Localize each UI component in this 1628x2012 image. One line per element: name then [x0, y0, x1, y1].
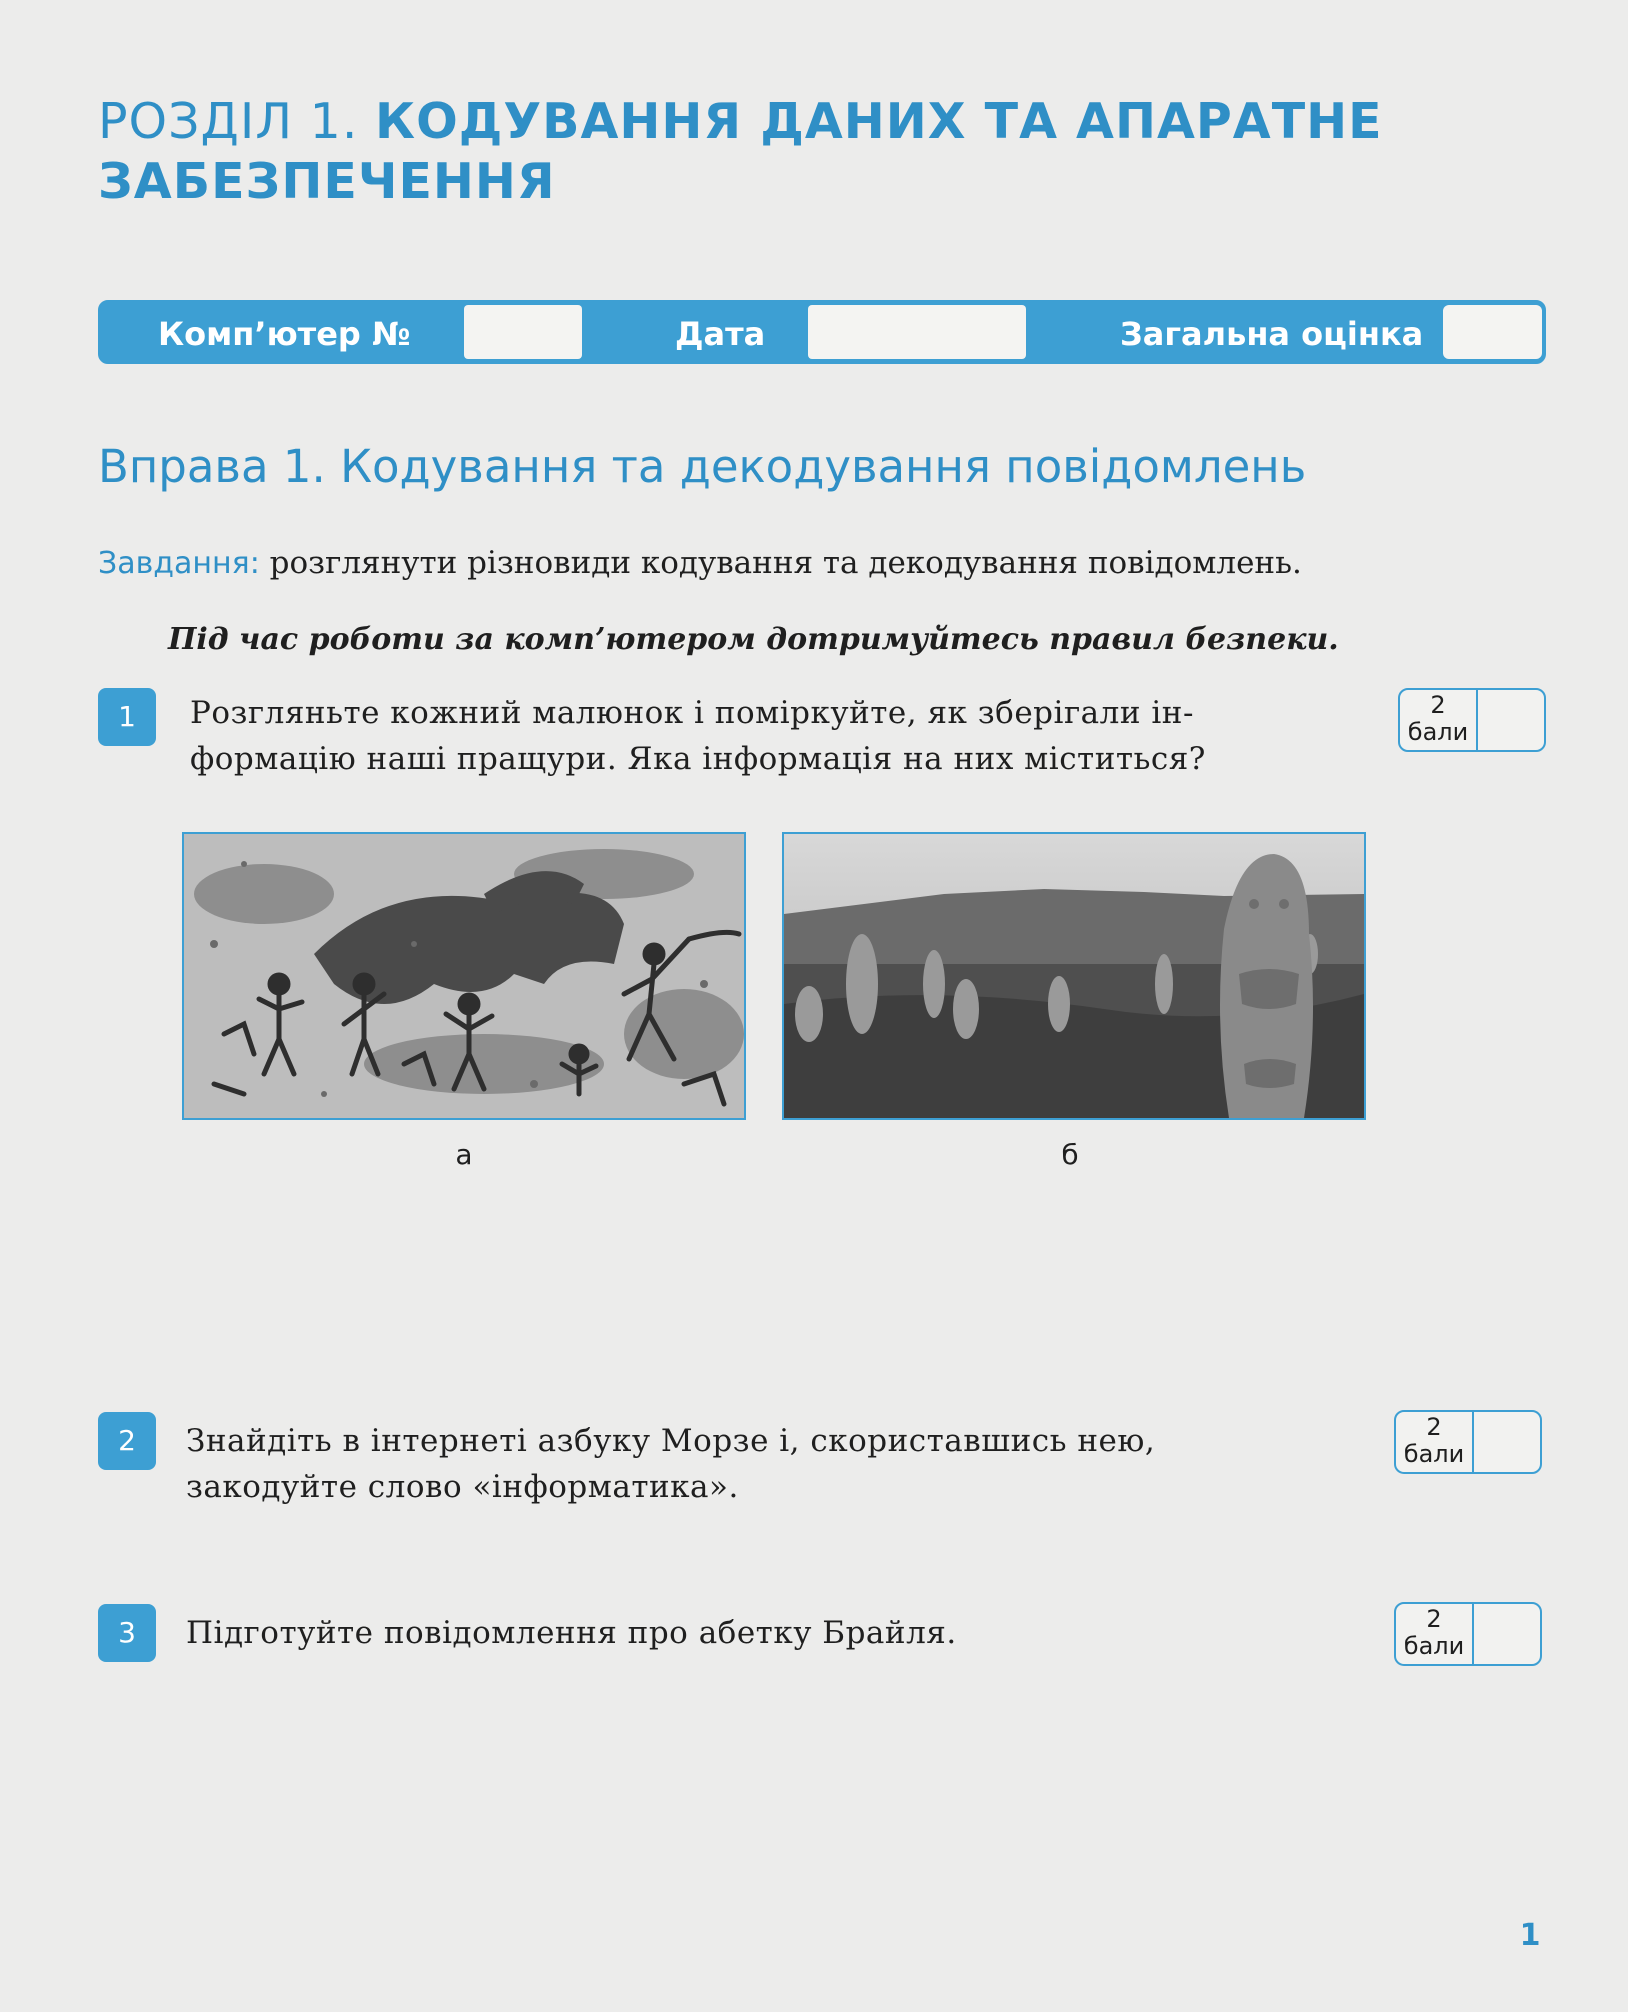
rock-painting-image	[184, 834, 744, 1118]
points-box-1	[1398, 688, 1546, 752]
chapter-title-line1: КОДУВАННЯ ДАНИХ ТА АПАРАТНЕ	[375, 93, 1383, 150]
points-divider	[1476, 690, 1478, 750]
safety-note: Під час роботи за комп’ютером дотримуйтесь правил безпеки.	[168, 622, 1339, 657]
question-text-2	[186, 1418, 1386, 1510]
figure-caption-a: а	[455, 1138, 473, 1171]
task-line	[98, 540, 1558, 587]
page-number: 1	[1519, 1918, 1541, 1953]
task-text: розглянути різновиди кодування та декодування повідомлень.	[269, 545, 1302, 581]
question-number-1: 1	[98, 688, 156, 746]
overall-grade-label: Загальна оцінка	[1120, 315, 1424, 353]
question-text-1	[190, 690, 1390, 782]
question-3-line1: Підготуйте повідомлення про абетку Брайля.	[186, 1615, 957, 1651]
points-unit-2: бали	[1403, 1440, 1465, 1468]
chapter-title-line2: ЗАБЕЗПЕЧЕННЯ	[98, 153, 556, 210]
question-text-3	[186, 1610, 1386, 1656]
overall-grade-field[interactable]	[1443, 305, 1542, 359]
computer-number-field[interactable]	[464, 305, 582, 359]
date-label: Дата	[675, 315, 766, 353]
points-box-2	[1394, 1410, 1542, 1474]
points-value-1: 2	[1430, 691, 1446, 719]
points-value-3: 2	[1426, 1605, 1442, 1633]
date-field[interactable]	[808, 305, 1026, 359]
points-divider	[1472, 1412, 1474, 1472]
info-bar	[98, 300, 1546, 364]
question-1-line2: формацію наші пращури. Яка інформація на них міститься?	[190, 741, 1206, 777]
task-label: Завдання:	[98, 546, 260, 581]
figure-rock-painting	[182, 832, 746, 1120]
chapter-heading	[98, 92, 1398, 212]
question-1-line1: Розгляньте кожний малюнок і поміркуйте, як зберігали ін-	[190, 695, 1194, 731]
chapter-prefix: РОЗДІЛ 1.	[98, 93, 359, 150]
question-number-2: 2	[98, 1412, 156, 1470]
points-divider	[1472, 1604, 1474, 1664]
computer-number-label: Комп’ютер №	[158, 315, 411, 353]
exercise-title: Вправа 1. Кодування та декодування повідомлень	[98, 440, 1307, 493]
stone-statues-image	[784, 834, 1364, 1118]
figure-stone-statues	[782, 832, 1366, 1120]
points-unit-3: бали	[1403, 1632, 1465, 1660]
points-unit-1: бали	[1407, 718, 1469, 746]
question-2-line1: Знайдіть в інтернеті азбуку Морзе і, скориставшись нею,	[186, 1423, 1156, 1459]
question-2-line2: закодуйте слово «інформатика».	[186, 1469, 739, 1505]
points-value-2: 2	[1426, 1413, 1442, 1441]
points-box-3	[1394, 1602, 1542, 1666]
question-number-3: 3	[98, 1604, 156, 1662]
figure-caption-b: б	[1061, 1138, 1079, 1171]
